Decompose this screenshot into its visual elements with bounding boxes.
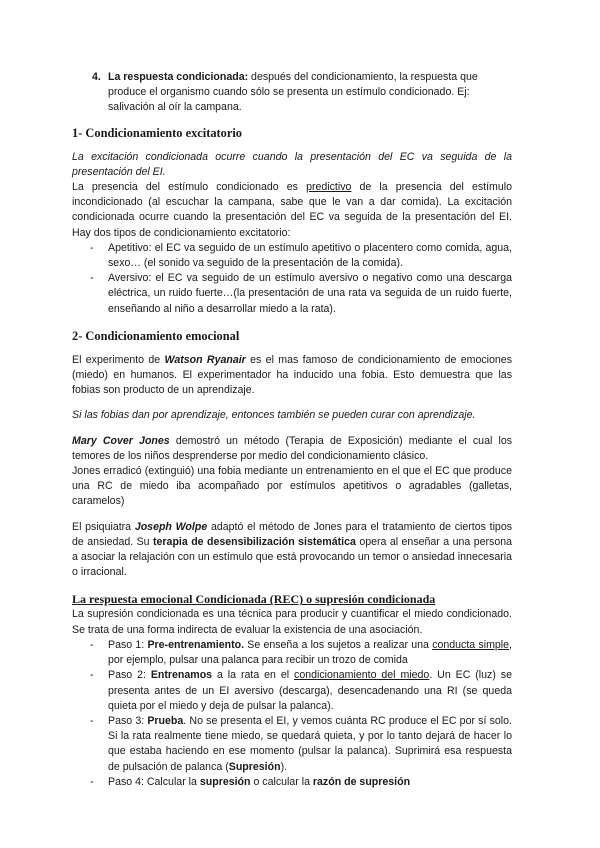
list-item: - Aversivo: el EC va seguido de un estímulo aversivo o negativo como una descarga eléctrica, un ruido fuerte…(la presentación de una rata va seguida de un ruido fuerte, enseñando al niño a desarrollar miedo a la rata).	[90, 272, 512, 315]
list-item: - Paso 3: Prueba. No se presenta el EI, y vemos cuánta RC produce el EC por sí solo. Si la rata realmente tiene miedo, se quedará quieta, y por lo tanto dejará de hacer lo que estaba haciendo en ese momento (pulsar la palanca). Suprimirá esa respuesta de pulsación de palanca (Supresión).	[90, 714, 512, 773]
item-text: La respuesta condicionada: después del condicionamiento, la respuesta que produce el organismo cuando sólo se presenta un estímulo condicionado. Ej: salivación al oír la campana.	[108, 71, 478, 114]
paragraph: La supresión condicionada es una técnica para producir y cuantificar el miedo condicionado. Se trata de una forma indirecta de evaluar la existencia de una asociación.	[72, 608, 512, 636]
italic-note: Si las fobias dan por aprendizaje, entonces también se pueden curar con aprendizaje.	[72, 409, 476, 422]
italic-definition: La excitación condicionada ocurre cuando la presentación del EC va seguida de la presentación del EI.	[72, 150, 512, 178]
list-item: - Apetitivo: el EC va seguido de un estímulo apetitivo o placentero como comida, agua, sexo… (el sonido va seguido de la presentación de la comida).	[90, 241, 512, 270]
section-heading-rec: La respuesta emocional Condicionada (REC) o supresión condicionada	[72, 592, 436, 607]
paragraph: Jones erradicó (extinguió) una fobia mediante un entrenamiento en el que el EC que produce una RC de miedo iba acompañado por estímulos apetitivos o agradables (galletas, caramelos)	[72, 465, 512, 508]
paragraph: La presencia del estímulo condicionado es predictivo de la presencia del estímulo incondicionado (al escuchar la campana, sabe que le van a dar comida). La excitación condicionada ocurre cuando la presentación del EC va seguida de la presentación del EI. Hay dos tipos de condicionamiento excitatorio:	[72, 181, 512, 239]
numbered-item-4	[72, 70, 512, 116]
list-item: - Paso 1: Pre-entrenamiento. Se enseña a los sujetos a realizar una conducta simple, por ejemplo, pulsar una palanca para recibir un trozo de comida	[90, 638, 512, 667]
item-number: 4.	[92, 71, 101, 83]
paragraph: El experimento de Watson Ryanair es el mas famoso de condicionamiento de emociones (miedo) en humanos. El experimentador ha inducido una fobia. Esto demuestra que las fobias son producto de un aprendizaje.	[72, 353, 512, 397]
list-item: - Paso 2: Entrenamos a la rata en el condicionamiento del miedo. Un EC (luz) se presenta antes de un EI aversivo (descarga), desencadenando una RI (se queda quieta por el miedo y deja de pulsar la palanca).	[90, 669, 512, 712]
section-heading-emocional: 2- Condicionamiento emocional	[72, 328, 240, 343]
paragraph: Mary Cover Jones demostró un método (Terapia de Exposición) mediante el cual los temores de los niños desprenderse por medio del condicionamiento clásico.	[72, 434, 513, 462]
section-heading-excitatorio: 1- Condicionamiento excitatorio	[72, 125, 243, 140]
steps-list	[72, 638, 512, 790]
list-item: - Paso 4: Calcular la supresión o calcular la razón de supresión	[90, 775, 411, 788]
paragraph: El psiquiatra Joseph Wolpe adaptó el método de Jones para el tratamiento de ciertos tipos de ansiedad. Su terapia de desensibilización sistemática opera al enseñar a una persona a asociar la relajación con un estímulo que está provocando un temor o ansiedad innecesaria o irracional.	[72, 520, 513, 579]
dash-list	[72, 241, 512, 317]
